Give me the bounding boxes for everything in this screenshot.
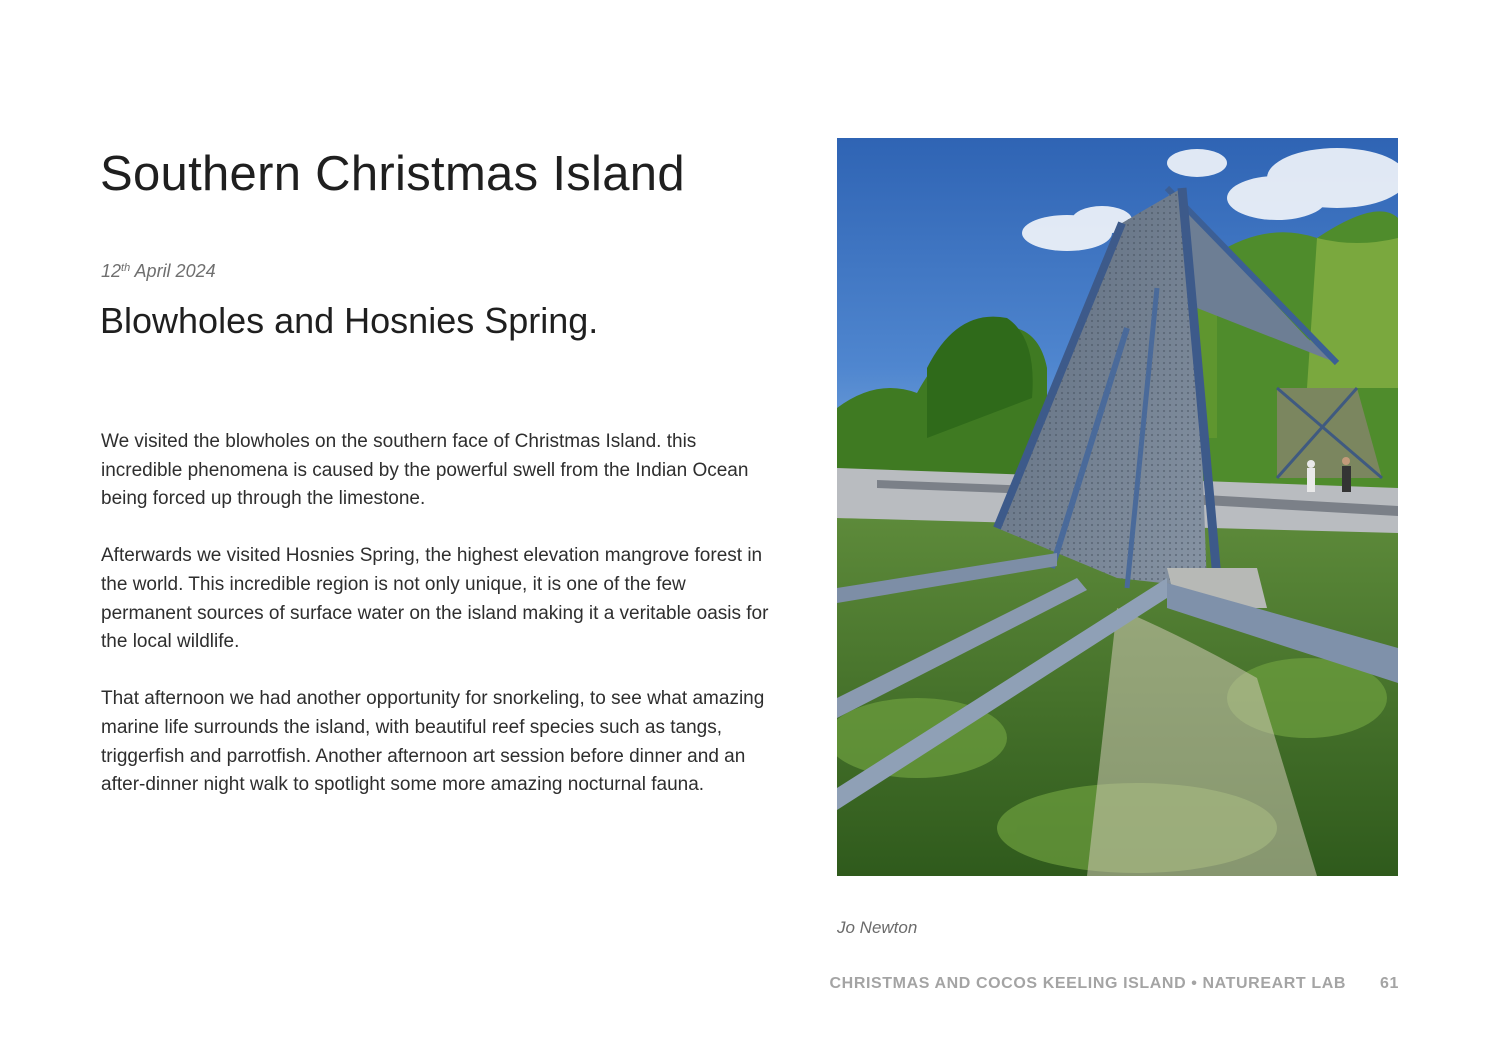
- page-number: 61: [1380, 975, 1399, 992]
- publication-title: CHRISTMAS AND COCOS KEELING ISLAND • NATUREART LAB: [829, 975, 1346, 992]
- date-month-year: April 2024: [130, 261, 216, 281]
- entry-subtitle: Blowholes and Hosnies Spring.: [100, 300, 599, 341]
- paragraph: Afterwards we visited Hosnies Spring, the highest elevation mangrove forest in the world. This incredible region is not only unique, it is one of the few permanent sources of surface water on the island making it a veritable oasis for the local wildlife.: [101, 545, 769, 653]
- date-suffix: th: [121, 262, 131, 274]
- photo-caption: Jo Newton: [837, 918, 918, 937]
- entry-date: [101, 261, 216, 282]
- date-day: 12: [101, 261, 122, 281]
- body-text: [101, 428, 781, 828]
- wildlife-bridge-photo: [837, 138, 1398, 876]
- page-title: Southern Christmas Island: [100, 147, 685, 201]
- paragraph: We visited the blowholes on the southern face of Christmas Island. this incredible phenomena is caused by the powerful swell from the Indian Ocean being forced up through the limestone.: [101, 431, 749, 510]
- paragraph: That afternoon we had another opportunity for snorkeling, to see what amazing marine life surrounds the island, with beautiful reef species such as tangs, triggerfish and parrotfish. Another afternoon art session before dinner and an after-dinner night walk to spotlight some more amazing nocturnal fauna.: [101, 688, 765, 796]
- page-footer: [830, 975, 1399, 993]
